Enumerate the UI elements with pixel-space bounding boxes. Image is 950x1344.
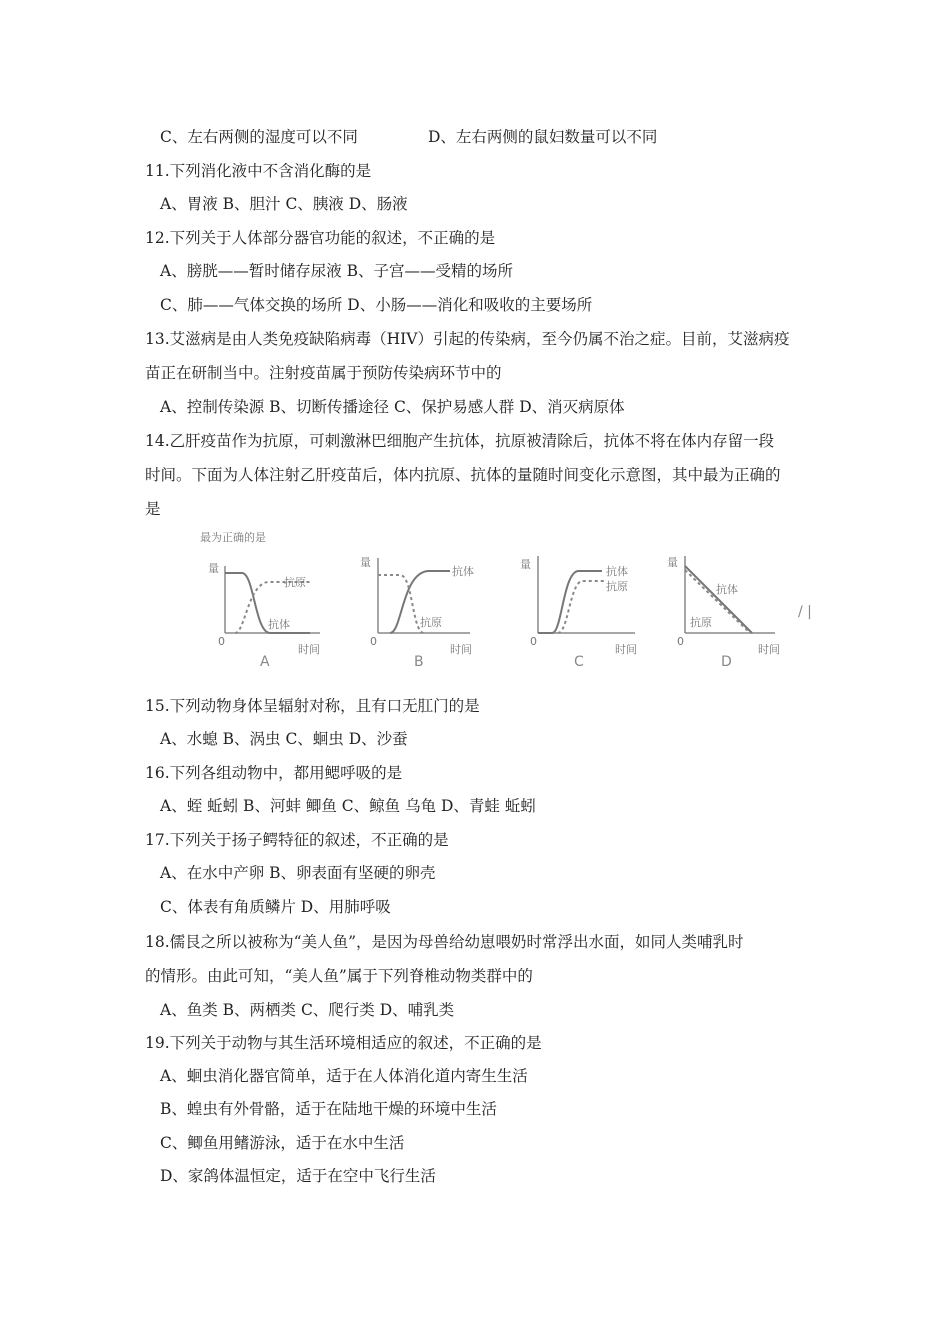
graph-b-label-antigen: 抗原 [420, 616, 442, 629]
q14-stem-line2: 时间。下面为人体注射乙肝疫苗后，体内抗原、抗体的量随时间变化示意图，其中最为正确的 [145, 466, 781, 484]
q19-option-a: A、蛔虫消化器官简单，适于在人体消化道内寄生生活 [160, 1067, 528, 1085]
q12-stem: 12.下列关于人体部分器官功能的叙述，不正确的是 [145, 229, 496, 247]
side-mark: / | [798, 604, 812, 620]
graph-d-label-antigen: 抗原 [690, 616, 712, 629]
q17-options-cd: C、体表有角质鳞片 D、用肺呼吸 [160, 898, 391, 916]
graph-b-caption: B [414, 654, 424, 670]
graph-c-antigen-curve [558, 581, 604, 633]
q12-options-cd: C、肺——气体交换的场所 D、小肠——消化和吸收的主要场所 [160, 296, 593, 314]
q17-options-ab: A、在水中产卵 B、卵表面有坚硬的卵壳 [160, 864, 436, 882]
graph-a-label-antigen: 抗原 [284, 576, 306, 589]
q10-option-c: C、左右两侧的湿度可以不同 [160, 128, 358, 146]
q19-option-b: B、蝗虫有外骨骼，适于在陆地干燥的环境中生活 [160, 1100, 497, 1118]
graph-d-x-label: 时间 [758, 643, 780, 656]
graph-c-antibody-curve [538, 571, 602, 633]
q14-graphs [180, 528, 820, 678]
q13-stem-line2: 苗正在研制当中。注射疫苗属于预防传染病环节中的 [145, 364, 502, 382]
graph-d-caption: D [721, 654, 732, 670]
graph-c-caption: C [574, 654, 584, 670]
faded-top-text: 最为正确的是 [200, 531, 266, 544]
q15-options: A、水螅 B、涡虫 C、蛔虫 D、沙蚕 [160, 730, 408, 748]
graph-c-origin: 0 [530, 635, 537, 648]
graph-b [360, 556, 474, 670]
q19-option-d: D、家鸽体温恒定，适于在空中飞行生活 [160, 1167, 436, 1185]
graph-d-origin: 0 [677, 635, 684, 648]
q14-stem-line1: 14.乙肝疫苗作为抗原，可刺激淋巴细胞产生抗体，抗原被清除后，抗体不将在体内存留一段 [145, 432, 775, 450]
graph-a-caption: A [260, 654, 270, 670]
graph-c-y-label: 量 [520, 558, 531, 571]
q17-stem: 17.下列关于扬子鳄特征的叙述，不正确的是 [145, 831, 449, 849]
graph-b-label-antibody: 抗体 [452, 565, 474, 578]
q13-stem-line1: 13.艾滋病是由人类免疫缺陷病毒（HIV）引起的传染病，至今仍属不治之症。目前，艾滋病疫 [145, 330, 790, 348]
q16-stem: 16.下列各组动物中，都用鳃呼吸的是 [145, 764, 403, 782]
q15-stem: 15.下列动物身体呈辐射对称，且有口无肛门的是 [145, 697, 480, 715]
graph-d-y-label: 量 [667, 556, 678, 569]
q19-stem: 19.下列关于动物与其生活环境相适应的叙述，不正确的是 [145, 1034, 542, 1052]
graph-b-antigen-curve [378, 575, 424, 633]
graph-c [520, 556, 637, 670]
q18-stem-line2: 的情形。由此可知，“美人鱼”属于下列脊椎动物类群中的 [145, 967, 533, 985]
q12-options-ab: A、膀胱——暂时储存尿液 B、子宫——受精的场所 [160, 262, 514, 280]
graph-a [208, 562, 320, 670]
q18-options: A、鱼类 B、两栖类 C、爬行类 D、哺乳类 [160, 1001, 455, 1019]
q18-stem-line1: 18.儒艮之所以被称为“美人鱼”，是因为母兽给幼崽喂奶时常浮出水面，如同人类哺乳时 [145, 933, 744, 951]
graph-a-origin: 0 [218, 635, 225, 648]
graph-a-label-antibody: 抗体 [268, 618, 290, 631]
q16-options: A、蛭 蚯蚓 B、河蚌 鲫鱼 C、鲸鱼 乌龟 D、青蛙 蚯蚓 [160, 797, 536, 815]
q10-option-d: D、左右两侧的鼠妇数量可以不同 [428, 128, 658, 146]
antigen-antibody-graphs [180, 528, 820, 678]
graph-a-x-label: 时间 [298, 643, 320, 656]
graph-d-label-antibody: 抗体 [716, 583, 738, 596]
q11-stem: 11.下列消化液中不含消化酶的是 [145, 162, 372, 180]
q14-stem-line3: 是 [145, 500, 161, 518]
graph-b-x-label: 时间 [450, 643, 472, 656]
graph-b-y-label: 量 [360, 556, 371, 569]
graph-c-label-antigen: 抗原 [606, 580, 628, 593]
graph-c-x-label: 时间 [615, 643, 637, 656]
q13-options: A、控制传染源 B、切断传播途径 C、保护易感人群 D、消灭病原体 [160, 398, 625, 416]
q11-options: A、胃液 B、胆汁 C、胰液 D、肠液 [160, 195, 408, 213]
q19-option-c: C、鲫鱼用鳍游泳，适于在水中生活 [160, 1134, 405, 1152]
graph-a-y-label: 量 [208, 562, 219, 575]
graph-c-label-antibody: 抗体 [606, 565, 628, 578]
graph-d [667, 556, 780, 670]
graph-b-origin: 0 [370, 635, 377, 648]
